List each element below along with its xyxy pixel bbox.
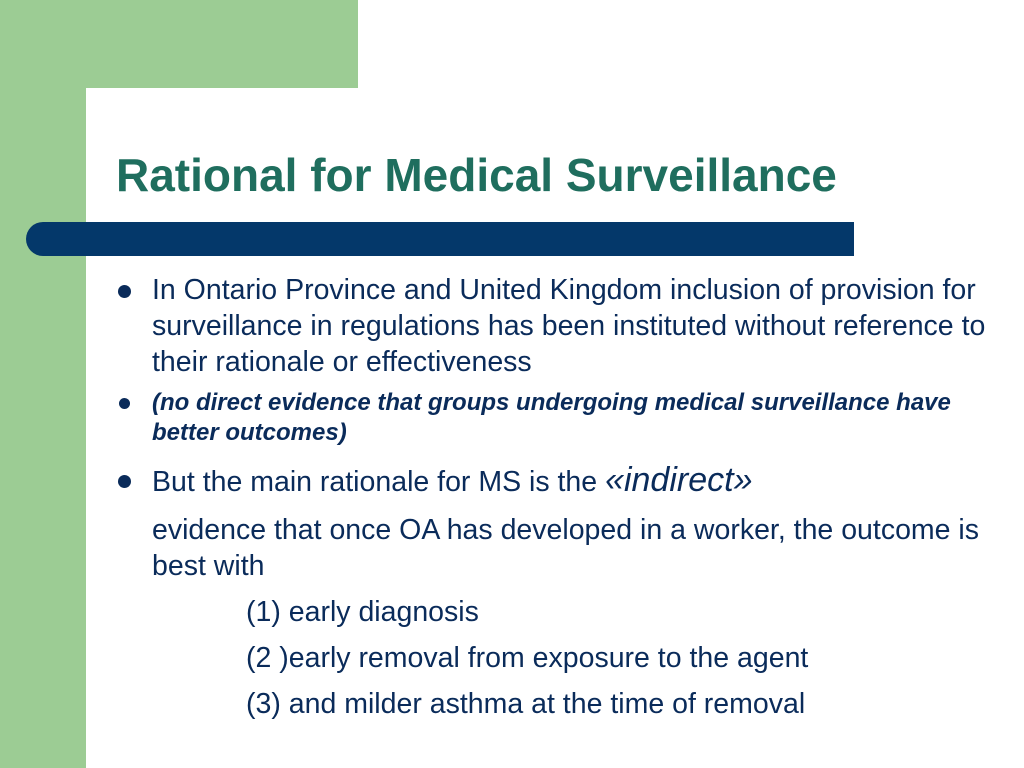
slide-title: Rational for Medical Surveillance <box>116 149 837 201</box>
bullet-dot-icon <box>119 398 130 409</box>
sub-item: (2 )early removal from exposure to the agent <box>246 642 809 674</box>
bullet-emphasis: «indirect» <box>605 461 753 499</box>
bullet-item <box>112 462 1002 584</box>
bullet-item <box>112 388 1002 448</box>
bullet-text: In Ontario Province and United Kingdom inclusion of provision for surveillance in regulations has been instituted without reference to their rationale or effectiveness <box>152 274 986 378</box>
sub-item: (3) and milder asthma at the time of removal <box>246 688 806 720</box>
bullet-dot-icon <box>118 475 131 488</box>
bullet-dot-icon <box>118 285 131 298</box>
sub-item: (1) early diagnosis <box>246 596 479 628</box>
bullet-item <box>112 272 1002 380</box>
bullet-text: (no direct evidence that groups undergoing medical surveillance have better outcomes) <box>152 389 951 446</box>
title-underline-bar <box>26 222 854 256</box>
bullet-text: But the main rationale for MS is the <box>152 466 606 498</box>
slide-body <box>112 268 1002 722</box>
bullet-continuation: evidence that once OA has developed in a worker, the outcome is best with <box>152 514 980 582</box>
green-accent-side <box>0 0 86 768</box>
